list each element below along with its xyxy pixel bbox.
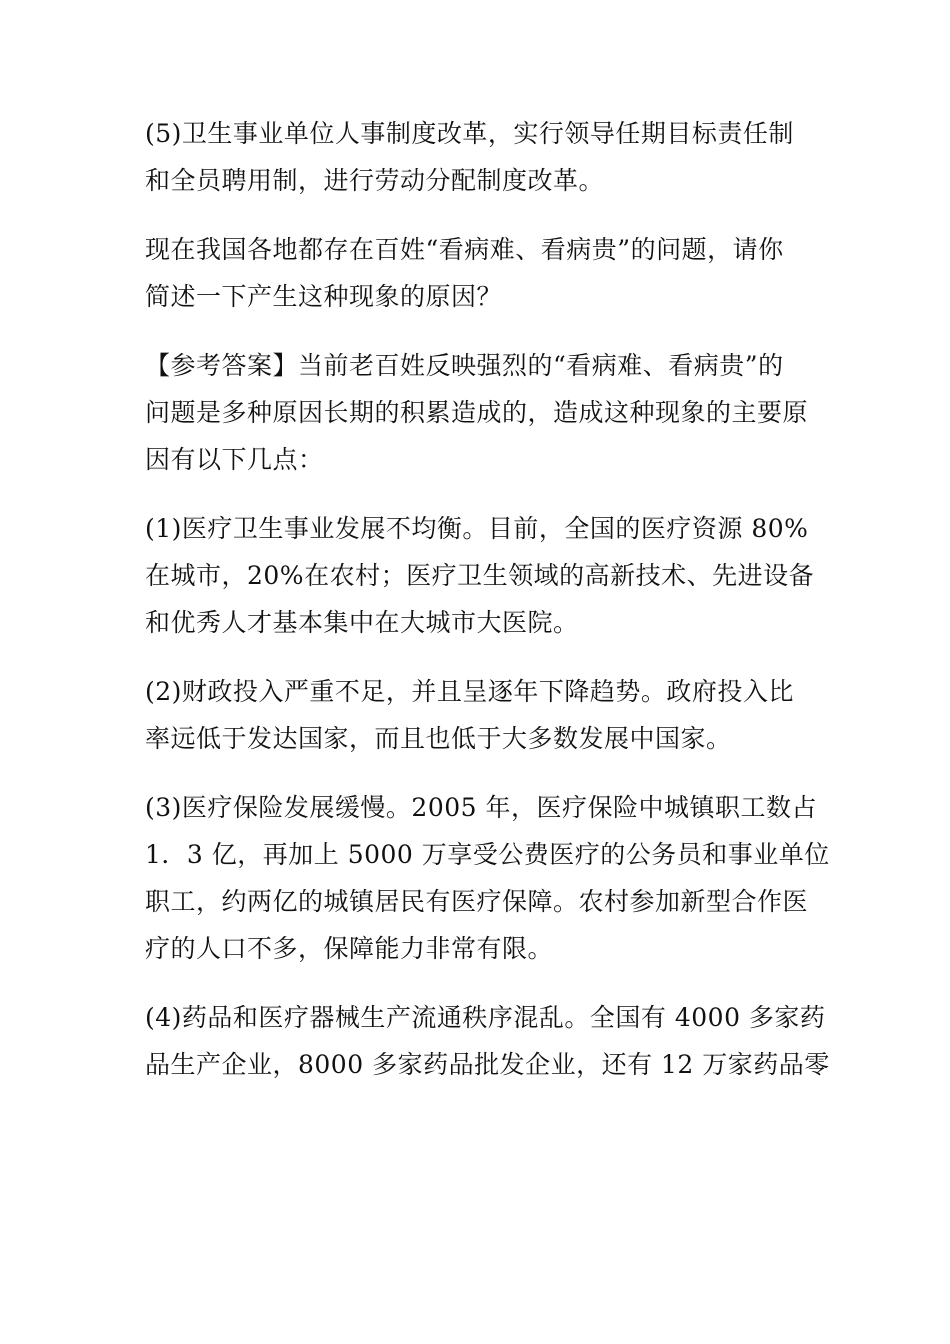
text-line: 因有以下几点： — [145, 445, 324, 474]
text-line: (3)医疗保险发展缓慢。2005 年，医疗保险中城镇职工数占 — [145, 793, 817, 822]
paragraph-point-1 — [145, 505, 815, 646]
paragraph-point-4 — [145, 994, 830, 1088]
text-line: (5)卫生事业单位人事制度改革，实行领导任期目标责任制 — [145, 119, 794, 148]
text-line: 和全员聘用制，进行劳动分配制度改革。 — [145, 166, 605, 195]
text-line: 简述一下产生这种现象的原因？ — [145, 282, 503, 311]
text-line: 现在我国各地都存在百姓“看病难、看病贵”的问题，请你 — [145, 235, 784, 264]
text-line: (4)药品和医疗器械生产流通秩序混乱。全国有 4000 多家药 — [145, 1003, 826, 1032]
text-line: 疗的人口不多，保障能力非常有限。 — [145, 934, 554, 963]
text-line: 1．3 亿，再加上 5000 万享受公费医疗的公务员和事业单位 — [145, 840, 830, 869]
paragraph-point-2 — [145, 668, 815, 762]
document-page — [145, 110, 830, 1110]
paragraph-question — [145, 226, 815, 320]
paragraph-point-3 — [145, 784, 830, 972]
text-line: 职工，约两亿的城镇居民有医疗保障。农村参加新型合作医 — [145, 887, 809, 916]
paragraph-personnel-reform — [145, 110, 815, 204]
text-line: 在城市，20%在农村；医疗卫生领域的高新技术、先进设备 — [145, 561, 815, 590]
text-line: 品生产企业，8000 多家药品批发企业，还有 12 万家药品零 — [145, 1050, 830, 1079]
text-line: 和优秀人才基本集中在大城市大医院。 — [145, 608, 579, 637]
text-line: 率远低于发达国家，而且也低于大多数发展中国家。 — [145, 724, 732, 753]
text-line: (1)医疗卫生事业发展不均衡。目前，全国的医疗资源 80% — [145, 514, 809, 543]
text-line: 问题是多种原因长期的积累造成的，造成这种现象的主要原 — [145, 398, 809, 427]
text-line: (2)财政投入严重不足，并且呈逐年下降趋势。政府投入比 — [145, 677, 794, 706]
text-line: 【参考答案】当前老百姓反映强烈的“看病难、看病贵”的 — [145, 351, 784, 380]
paragraph-reference-answer — [145, 342, 815, 483]
